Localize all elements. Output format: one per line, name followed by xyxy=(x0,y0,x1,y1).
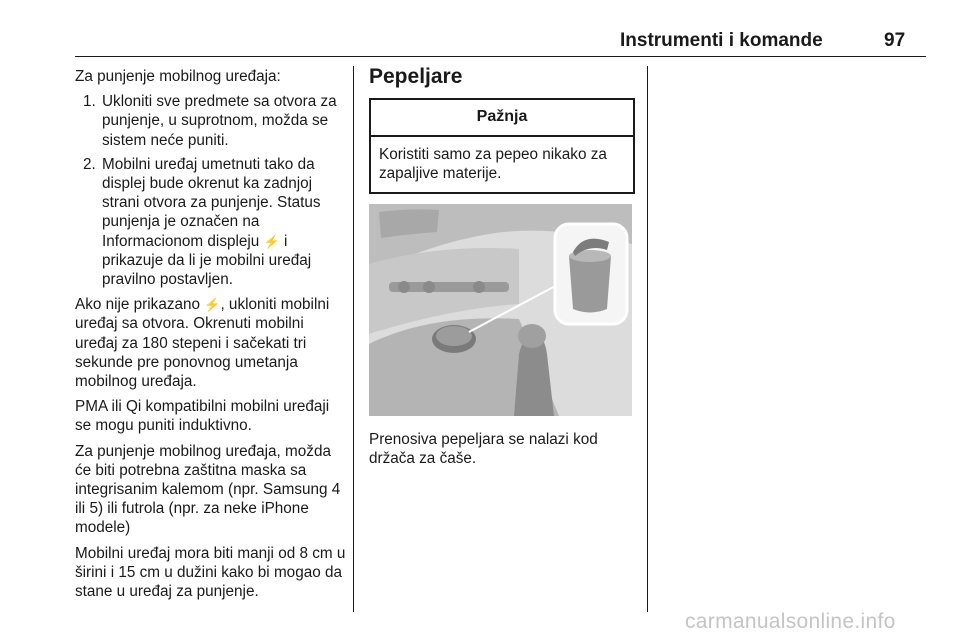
step-2-text-after: i prikazuje da li je mobilni uređaj pravilno postavljen. xyxy=(102,232,312,289)
step-item-2 xyxy=(100,155,347,289)
page-header-title: Instrumenti i komande xyxy=(620,30,823,51)
not-shown-text-after: , ukloniti mobilni uređaj sa otvora. Okrenuti mobilni uređaj za 180 stepeni i sačekati tri sekunde pre ponovnog umetanja mobilnog uređaja. xyxy=(75,296,330,391)
step-2-text-before: Mobilni uređaj umetnuti tako da displej bude okrenut ka zadnjoj strani otvora za punjenje. Status punjenja je označen na Informacionom displeju xyxy=(102,155,321,250)
paragraph-not-shown xyxy=(75,295,347,391)
notice-title: Pažnja xyxy=(371,100,633,137)
middle-column xyxy=(369,64,635,468)
section-title: Pepeljare xyxy=(369,65,463,88)
notice-text: Koristiti samo za pepeo nikako za zapaljive materije. xyxy=(379,146,607,183)
figure-caption: Prenosiva pepeljara se nalazi kod držača za čaše. xyxy=(369,430,598,467)
ashtray-illustration xyxy=(369,204,632,416)
intro-text: Za punjenje mobilnog uređaja: xyxy=(75,68,281,85)
ashtray-figure-svg xyxy=(369,204,632,416)
left-column xyxy=(75,67,347,607)
paragraph-mask: Za punjenje mobilnog uređaja, možda će biti potrebna zaštitna maska sa integrisanim kalemom (npr. Samsung 4 ili 5) ili futrola (npr. za neke iPhone modele) xyxy=(75,442,341,537)
column-divider-left xyxy=(353,66,354,612)
notice-box xyxy=(369,98,635,194)
watermark: carmanualsonline.info xyxy=(685,610,896,633)
paragraph-pma: PMA ili Qi kompatibilni mobilni uređaji se mogu puniti induktivno. xyxy=(75,398,330,435)
not-shown-text-before: Ako nije prikazano xyxy=(75,296,200,314)
steps-list xyxy=(75,92,347,289)
page-number: 97 xyxy=(884,30,906,51)
phone-charging-icon: ⚡ xyxy=(204,297,221,313)
column-divider-right xyxy=(647,66,648,612)
header-rule xyxy=(75,56,926,57)
paragraph-size: Mobilni uređaj mora biti manji od 8 cm u širini i 15 cm u dužini kako bi mogao da stane u uređaj za punjenje. xyxy=(75,544,346,601)
phone-charging-icon: ⚡ xyxy=(263,233,280,249)
step-item-1: 1. Ukloniti sve predmete sa otvora za punjenje, u suprotnom, možda se sistem neće puniti. xyxy=(100,92,347,150)
